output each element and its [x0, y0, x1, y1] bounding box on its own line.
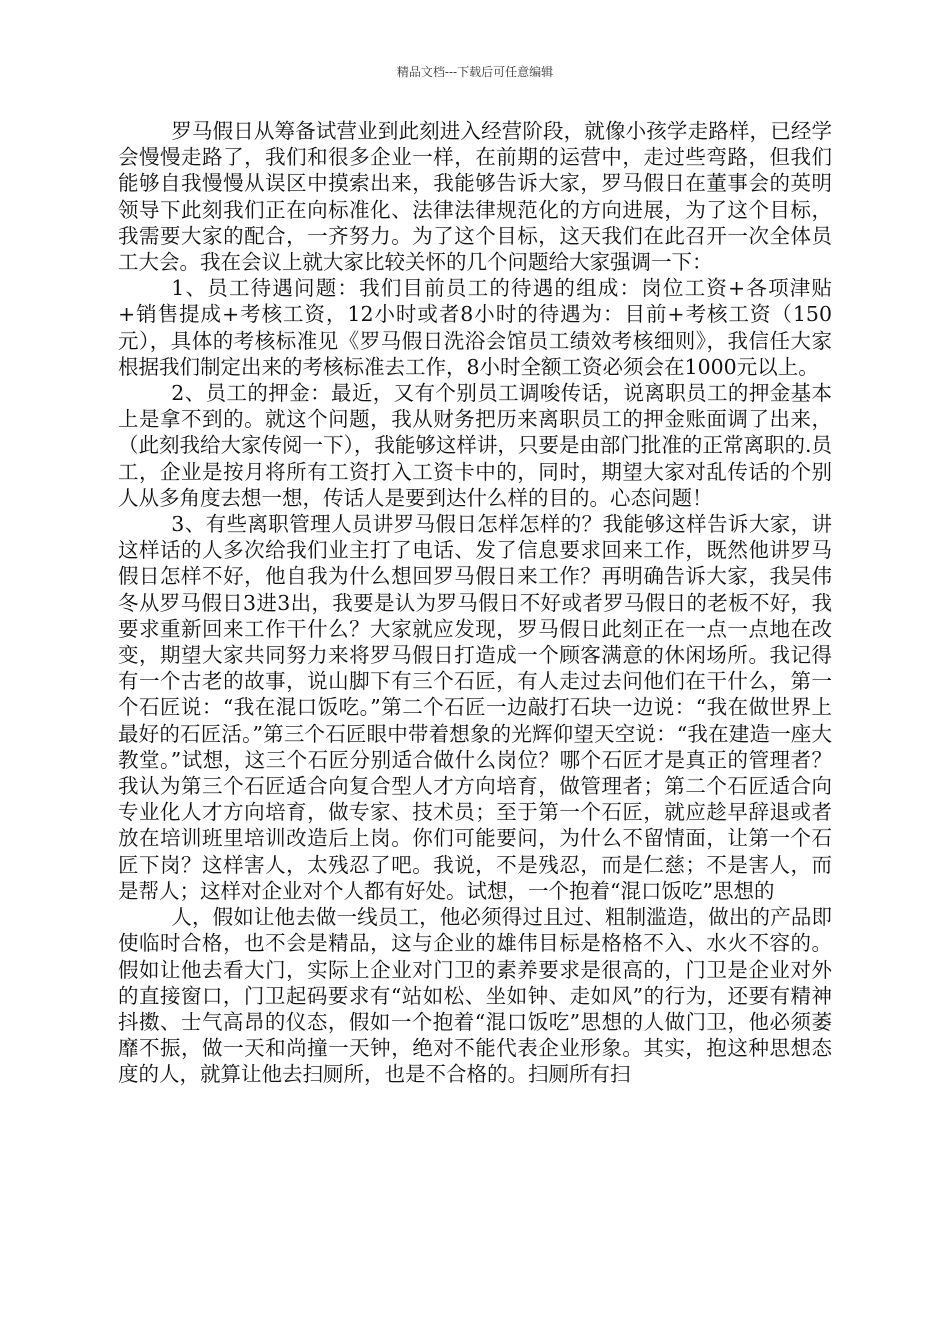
paragraph-item-3-former-managers: 3、有些离职管理人员讲罗马假日怎样怎样的？我能够这样告诉大家，讲这样话的人多次给我们业主打了电话、发了信息要求回来工作，既然他讲罗马假日怎样不好，他自我为什么想回罗马假日来工作？再明确告诉大家，我吴伟冬从罗马假日3进3出，我要是认为罗马假日不好或者罗马假日的老板不好，我要求重新回来工作干什么？大家就应发现，罗马假日此刻正在一点一点地在改变，期望大家共同努力来将罗马假日打造成一个顾客满意的休闲场所。我记得有一个古老的故事，说山脚下有三个石匠，有人走过去问他们在干什么，第一个石匠说：“我在混口饭吃。”第二个石匠一边敲打石块一边说：“我在做世界上最好的石匠活。”第三个石匠眼中带着想象的光辉仰望天空说：“我在建造一座大教堂。”试想，这三个石匠分别适合做什么岗位？哪个石匠才是真正的管理者？我认为第三个石匠适合向复合型人才方向培育，做管理者；第二个石匠适合向专业化人才方向培育，做专家、技术员；至于第一个石匠，就应趁早辞退或者放在培训班里培训改造后上岗。你们可能要问，为什么不留情面，让第一个石匠下岗？这样害人，太残忍了吧。我说，不是残忍，而是仁慈；不是害人，而是帮人；这样对企业对个人都有好处。试想，一个抱着“混口饭吃”思想的: [118, 512, 832, 903]
document-body: [118, 118, 832, 1088]
paragraph-intro: 罗马假日从筹备试营业到此刻进入经营阶段，就像小孩学走路样，已经学会慢慢走路了，我们和很多企业一样，在前期的运营中，走过些弯路，但我们能够自我慢慢从误区中摸索出来，我能够告诉大家，罗马假日在董事会的英明领导下此刻我们正在向标准化、法律法律规范化的方向进展，为了这个目标，我需要大家的配合，一齐努力。为了这个目标，这天我们在此召开一次全体员工大会。我在会议上就大家比较关怀的几个问题给大家强调一下：: [118, 119, 832, 275]
paragraph-item-1-salary: 1、员工待遇问题：我们目前员工的待遇的组成：岗位工资+各项津贴+销售提成+考核工资，12小时或者8小时的待遇为：目前+考核工资（150元），具体的考核标准见《罗马假日洗浴会馆员工绩效考核细则》，我信任大家根据我们制定出来的考核标准去工作，8小时全额工资必须会在1000元以上。: [118, 276, 832, 379]
paragraph-continuation: 人，假如让他去做一线员工，他必须得过且过、粗制滥造，做出的产品即使临时合格，也不会是精品，这与企业的雄伟目标是格格不入、水火不容的。假如让他去看大门，实际上企业对门卫的素养要求是很高的，门卫是企业对外的直接窗口，门卫起码要求有“站如松、坐如钟、走如风”的行为，还要有精神抖擞、士气高昂的仪态，假如一个抱着“混口饭吃”思想的人做门卫，他必须萎靡不振，做一天和尚撞一天钟，绝对不能代表企业形象。其实，抱这种思想态度的人，就算让他去扫厕所，也是不合格的。扫厕所有扫: [118, 905, 832, 1087]
paragraph-item-2-deposit: 2、员工的押金：最近，又有个别员工调唆传话，说离职员工的押金基本上是拿不到的。就这个问题，我从财务把历来离职员工的押金账面调了出来，（此刻我给大家传阅一下），我能够这样讲，只要是由部门批准的正常离职的.员工，企业是按月将所有工资打入工资卡中的，同时，期望大家对乱传话的个别人从多角度去想一想，传话人是要到达什么样的目的。心态问题！: [118, 381, 832, 510]
page-header: 精品文档---下载后可任意编辑: [396, 65, 554, 79]
